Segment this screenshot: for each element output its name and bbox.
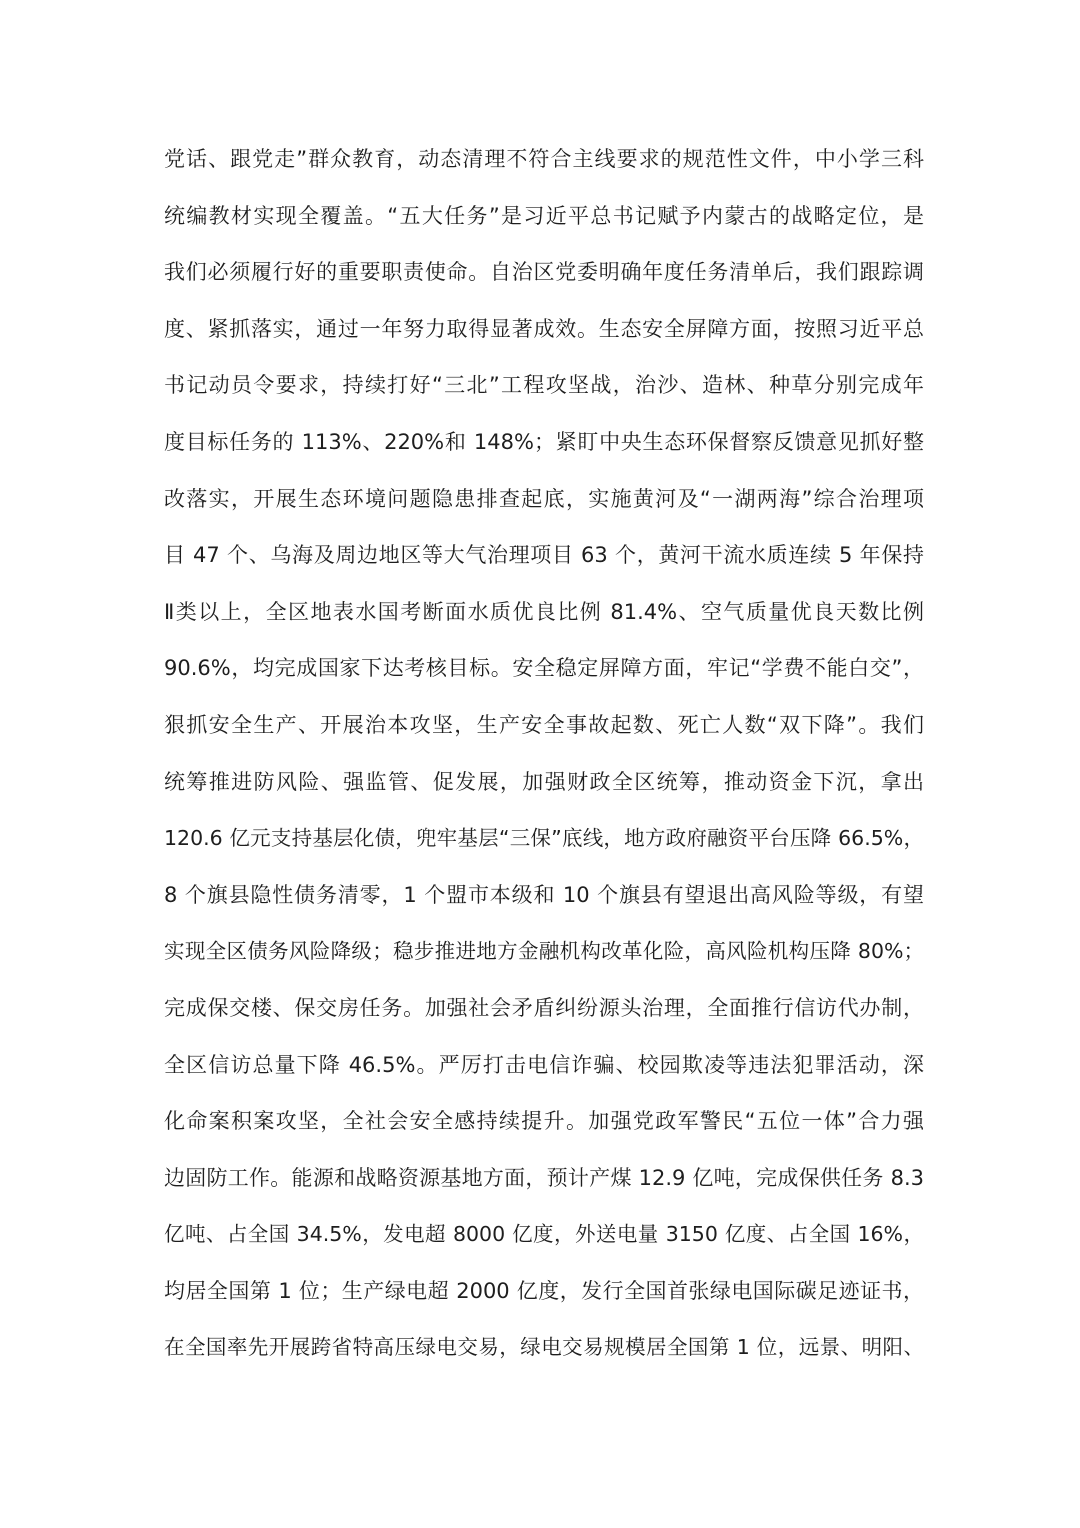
text-line: 8 个旗县隐性债务清零，1 个盟市本级和 10 个旗县有望退出高风险等级，有望 (164, 882, 924, 907)
text-line: 我们必须履行好的重要职责使命。自治区党委明确年度任务清单后，我们跟踪调 (164, 260, 924, 285)
text-line: 书记动员令要求，持续打好“三北”工程攻坚战，治沙、造林、种草分别完成年 (164, 373, 924, 398)
text-line: Ⅱ类以上，全区地表水国考断面水质优良比例 81.4%、空气质量优良天数比例 (164, 599, 924, 624)
text-line: 度目标任务的 113%、220%和 148%；紧盯中央生态环保督察反馈意见抓好整 (164, 429, 924, 454)
text-line: 目 47 个、乌海及周边地区等大气治理项目 63 个，黄河干流水质连续 5 年保持 (164, 543, 924, 568)
text-line: 亿吨、占全国 34.5%，发电超 8000 亿度，外送电量 3150 亿度、占全国 16%， (164, 1222, 924, 1247)
text-line: 均居全国第 1 位；生产绿电超 2000 亿度，发行全国首张绿电国际碳足迹证书， (164, 1278, 924, 1303)
text-line: 全区信访总量下降 46.5%。严厉打击电信诈骗、校园欺凌等违法犯罪活动，深 (164, 1052, 924, 1077)
text-line: 化命案积案攻坚，全社会安全感持续提升。加强党政军警民“五位一体”合力强 (164, 1109, 924, 1134)
text-line: 在全国率先开展跨省特高压绿电交易，绿电交易规模居全国第 1 位，远景、明阳、 (164, 1335, 924, 1360)
text-line: 党话、跟党走”群众教育，动态清理不符合主线要求的规范性文件，中小学三科 (164, 147, 924, 171)
text-line: 度、紧抓落实，通过一年努力取得显著成效。生态安全屏障方面，按照习近平总 (164, 316, 924, 341)
text-line: 统筹推进防风险、强监管、促发展，加强财政全区统筹，推动资金下沉，拿出 (164, 769, 924, 794)
text-line: 狠抓安全生产、开展治本攻坚，生产安全事故起数、死亡人数“双下降”。我们 (164, 712, 924, 737)
text-line: 边固防工作。能源和战略资源基地方面，预计产煤 12.9 亿吨，完成保供任务 8.3 (164, 1165, 924, 1190)
text-line: 统编教材实现全覆盖。“五大任务”是习近平总书记赋予内蒙古的战略定位，是 (164, 203, 924, 228)
body-paragraph (164, 131, 924, 1376)
text-line: 完成保交楼、保交房任务。加强社会矛盾纠纷源头治理，全面推行信访代办制， (164, 995, 924, 1020)
text-line: 实现全区债务风险降级；稳步推进地方金融机构改革化险，高风险机构压降 80%； (164, 939, 924, 964)
text-line: 90.6%，均完成国家下达考核目标。安全稳定屏障方面，牢记“学费不能白交”， (164, 656, 924, 681)
text-line: 120.6 亿元支持基层化债，兜牢基层“三保”底线，地方政府融资平台压降 66.5%， (164, 826, 924, 851)
text-line: 改落实，开展生态环境问题隐患排查起底，实施黄河及“一湖两海”综合治理项 (164, 486, 924, 511)
